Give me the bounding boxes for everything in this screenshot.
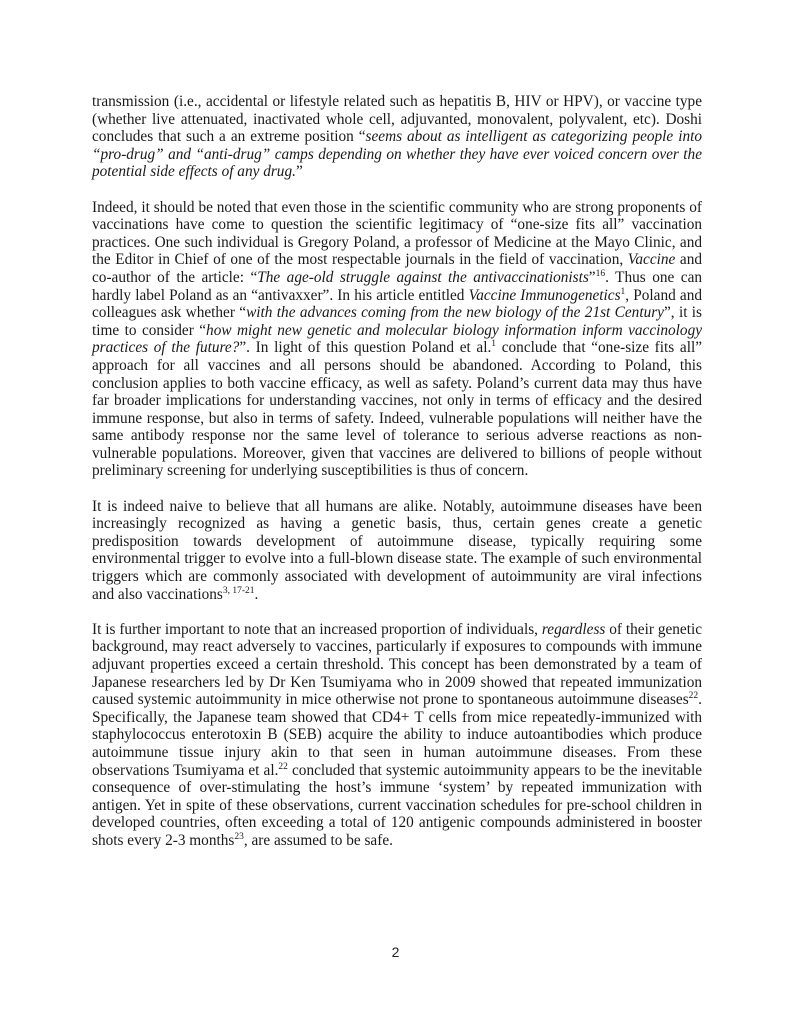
body-text: conclude that “one-size fits all” approach for all vaccines and all persons should be abandoned. According to Poland, this conclusion applies to both vaccine efficacy, as well as safety. Poland’s current data may thus have far broader implications for understanding vaccines, not only in terms of efficacy and the desired immune response, but also in terms of safety. Indeed, vulnerable populations will neither have the same antibody response nor the same level of tolerance to serious adverse reactions as non-vulnerable populations. Moreover, given that vaccines are delivered to billions of people without preliminary screening for underlying susceptibilities is thus of concern. <box>92 339 702 480</box>
body-text: . Thus one can hardly label Poland as an “antivaxxer”. In his article entitled <box>92 268 703 304</box>
italic-text: seems about as intelligent as categorizing people into “pro-drug” and “anti-drug” camps depending on whether they have ever voiced concern over the potential side effects of any drug. <box>92 128 702 181</box>
italic-text: with the advances coming from the new biology of the 21st Century <box>246 304 664 322</box>
paragraph-genetic-predisposition <box>92 498 702 604</box>
citation-superscript: 22 <box>688 691 699 702</box>
paragraph-poland-vaccine-immunogenetics <box>92 199 702 481</box>
body-text: ” <box>588 268 596 286</box>
italic-text: how might new genetic and molecular biology information inform vaccinology practices of the future? <box>92 321 703 357</box>
citation-superscript: 1 <box>491 339 497 350</box>
citation-superscript: 16 <box>595 268 606 279</box>
body-text: . <box>254 585 259 603</box>
body-text: of their genetic background, may react adversely to vaccines, particularly if exposures to compounds with immune adjuvant properties exceed a certain threshold. This concept has been demonstrated by a team of Japanese researchers led by Dr Ken Tsumiyama who in 2009 showed that repeated immunization caused systemic autoimmunity in mice otherwise not prone to spontaneous autoimmune diseases <box>92 620 702 709</box>
body-text: It is indeed naive to believe that all humans are alike. Notably, autoimmune diseases have been increasingly recognized as having a genetic basis, thus, certain genes create a genetic predisposition towards development of autoimmune disease, typically requiring some environmental trigger to evolve into a full-blown disease state. The example of such environmental triggers which are commonly associated with development of autoimmunity are viral infections and also vaccinations <box>92 497 702 603</box>
body-text: It is further important to note that an increased proportion of individuals, <box>92 620 542 638</box>
body-text: Indeed, it should be noted that even those in the scientific community who are strong proponents of vaccinations have come to question the scientific legitimacy of “one-size fits all” vaccination practices. One such individual is Gregory Poland, a professor of Medicine at the Mayo Clinic, and the Editor in Chief of one of the most respectable journals in the field of vaccination, <box>92 198 702 269</box>
body-text: concluded that systemic autoimmunity appears to be the inevitable consequence of over-stimulating the host’s immune ‘system’ by repeated immunization with antigen. Yet in spite of these observations, current vaccination schedules for pre-school children in developed countries, often exceeding a total of 120 antigenic compounds administered in booster shots every 2-3 months <box>92 761 702 849</box>
page-number: 2 <box>391 944 400 960</box>
italic-text: regardless <box>541 620 606 638</box>
paragraph-doshi-conclusion <box>92 93 702 181</box>
body-text: transmission (i.e., accidental or lifestyle related such as hepatitis B, HIV or HPV), or vaccine type (whether live attenuated, inactivated whole cell, adjuvanted, monovalent, polyvalent, etc). Doshi concludes that such a an extreme position “ <box>92 93 702 146</box>
body-text: ”, it is time to consider “ <box>92 304 703 339</box>
body-text: and co-author of the article: “ <box>92 251 702 286</box>
body-text: , are assumed to be safe. <box>243 831 393 849</box>
citation-superscript: 3, 17-21 <box>222 585 255 596</box>
body-text: . Specifically, the Japanese team showed that CD4+ T cells from mice repeatedly-immunized with staphylococcus enterotoxin B (SEB) acquire the ability to induce autoantibodies which produce autoimmune tissue injury akin to that seen in human autoimmune diseases. From these observations Tsumiyama et al. <box>92 691 702 779</box>
italic-text: The age-old struggle against the antivaccinationists <box>257 268 589 286</box>
body-text: ”. In light of this question Poland et al. <box>239 339 492 357</box>
italic-text: Vaccine <box>627 251 676 269</box>
italic-text: Vaccine Immunogenetics <box>468 286 621 304</box>
paragraph-tsumiyama-autoimmunity <box>92 621 702 850</box>
body-text: ” <box>295 163 303 181</box>
body-text: , Poland and colleagues ask whether “ <box>92 286 702 322</box>
document-body <box>92 93 702 867</box>
citation-superscript: 23 <box>234 831 244 842</box>
citation-superscript: 1 <box>620 286 626 297</box>
citation-superscript: 22 <box>278 761 288 772</box>
